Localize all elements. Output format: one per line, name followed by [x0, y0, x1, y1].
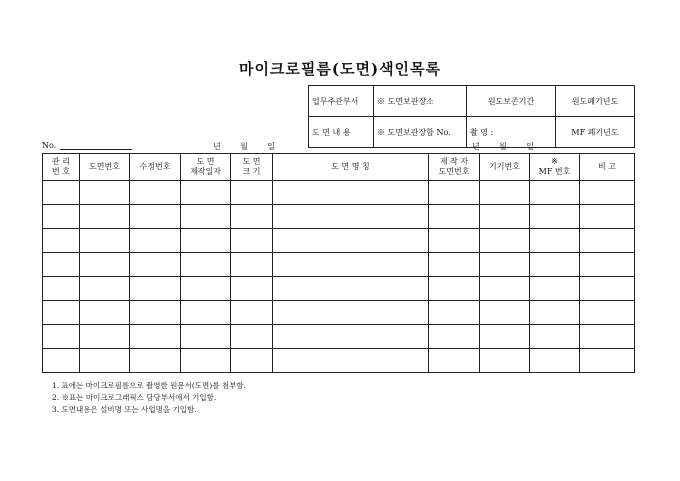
- column-header: 기기번호: [480, 154, 530, 181]
- table-row: [43, 205, 635, 229]
- table-cell[interactable]: [231, 229, 273, 253]
- column-header: 제 작 자 도면번호: [429, 154, 480, 181]
- column-header: 도 면 명 칭: [273, 154, 429, 181]
- table-cell[interactable]: [231, 253, 273, 277]
- filming-label: 촬 영 :: [467, 117, 556, 148]
- table-cell[interactable]: [580, 253, 635, 277]
- table-cell[interactable]: [429, 277, 480, 301]
- table-cell[interactable]: [273, 301, 429, 325]
- table-cell[interactable]: [530, 229, 580, 253]
- column-header: 도 면 제작일자: [181, 154, 231, 181]
- table-cell[interactable]: [273, 349, 429, 373]
- table-cell[interactable]: [231, 205, 273, 229]
- table-cell[interactable]: [80, 253, 130, 277]
- table-cell[interactable]: [130, 301, 181, 325]
- table-cell[interactable]: [80, 181, 130, 205]
- table-cell[interactable]: [429, 229, 480, 253]
- table-cell[interactable]: [43, 301, 80, 325]
- table-row: [43, 253, 635, 277]
- table-cell[interactable]: [231, 349, 273, 373]
- table-cell[interactable]: [480, 277, 530, 301]
- table-cell[interactable]: [480, 181, 530, 205]
- table-cell[interactable]: [580, 349, 635, 373]
- table-cell[interactable]: [43, 349, 80, 373]
- date-year: 년: [213, 142, 221, 151]
- table-row: [43, 181, 635, 205]
- table-cell[interactable]: [43, 277, 80, 301]
- table-cell[interactable]: [480, 301, 530, 325]
- table-cell[interactable]: [580, 205, 635, 229]
- table-cell[interactable]: [429, 301, 480, 325]
- note-3: 3. 도면내용은 설비명 또는 사업명을 기입함.: [52, 405, 197, 414]
- table-cell[interactable]: [480, 205, 530, 229]
- table-cell[interactable]: [480, 349, 530, 373]
- column-header: 도면번호: [80, 154, 130, 181]
- drawing-content-label: 도 면 내 용: [309, 117, 374, 148]
- table-cell[interactable]: [580, 301, 635, 325]
- table-cell[interactable]: [43, 229, 80, 253]
- filming-date-month: 월: [499, 142, 507, 151]
- table-cell[interactable]: [43, 325, 80, 349]
- filming-date-field: [472, 141, 534, 152]
- table-cell[interactable]: [273, 253, 429, 277]
- column-header: 수정번호: [130, 154, 181, 181]
- table-cell[interactable]: [43, 181, 80, 205]
- table-cell[interactable]: [80, 325, 130, 349]
- table-cell[interactable]: [130, 325, 181, 349]
- page-title: 마이크로필름(도면)색인목록: [238, 60, 442, 78]
- table-cell[interactable]: [273, 229, 429, 253]
- table-cell[interactable]: [429, 349, 480, 373]
- table-cell[interactable]: [231, 181, 273, 205]
- disposal-year-label: 원도폐기년도: [556, 86, 635, 117]
- table-row: [43, 301, 635, 325]
- table-cell[interactable]: [580, 277, 635, 301]
- header-row: [43, 154, 635, 181]
- table-cell[interactable]: [429, 205, 480, 229]
- table-cell[interactable]: [480, 229, 530, 253]
- table-cell[interactable]: [181, 229, 231, 253]
- table-cell[interactable]: [429, 181, 480, 205]
- table-cell[interactable]: [80, 229, 130, 253]
- table-cell[interactable]: [530, 325, 580, 349]
- column-header: 비 고: [580, 154, 635, 181]
- table-cell[interactable]: [530, 205, 580, 229]
- table-cell[interactable]: [429, 253, 480, 277]
- table-cell[interactable]: [580, 325, 635, 349]
- table-row: [43, 277, 635, 301]
- table-cell[interactable]: [181, 325, 231, 349]
- table-cell[interactable]: [181, 277, 231, 301]
- table-cell[interactable]: [80, 349, 130, 373]
- table-cell[interactable]: [273, 325, 429, 349]
- table-cell[interactable]: [80, 205, 130, 229]
- no-field: [42, 141, 132, 150]
- table-cell[interactable]: [530, 301, 580, 325]
- table-cell[interactable]: [181, 349, 231, 373]
- no-underline[interactable]: [60, 141, 132, 150]
- table-cell[interactable]: [530, 349, 580, 373]
- table-row: [43, 349, 635, 373]
- table-cell[interactable]: [43, 253, 80, 277]
- table-cell[interactable]: [130, 229, 181, 253]
- table-cell[interactable]: [130, 277, 181, 301]
- retention-label: 원도보존기간: [467, 86, 556, 117]
- table-cell[interactable]: [181, 253, 231, 277]
- column-header: ※ MF 번호: [530, 154, 580, 181]
- table-cell[interactable]: [130, 253, 181, 277]
- table-cell[interactable]: [273, 277, 429, 301]
- mf-disposal-label: MF 폐기년도: [556, 117, 635, 148]
- table-cell[interactable]: [530, 277, 580, 301]
- table-cell[interactable]: [231, 277, 273, 301]
- table-cell[interactable]: [273, 205, 429, 229]
- filming-date-day: 일: [526, 142, 534, 151]
- column-header: 도 면 크 기: [231, 154, 273, 181]
- table-cell[interactable]: [231, 325, 273, 349]
- storage-place-label: ※ 도면보관장소: [374, 86, 467, 117]
- table-cell[interactable]: [130, 205, 181, 229]
- table-cell[interactable]: [181, 181, 231, 205]
- table-cell[interactable]: [580, 229, 635, 253]
- table-cell[interactable]: [273, 181, 429, 205]
- table-cell[interactable]: [130, 349, 181, 373]
- table-cell[interactable]: [231, 301, 273, 325]
- table-cell[interactable]: [480, 253, 530, 277]
- table-cell[interactable]: [480, 325, 530, 349]
- index-table: [42, 153, 635, 373]
- table-cell[interactable]: [530, 253, 580, 277]
- table-row: [43, 229, 635, 253]
- table-cell[interactable]: [181, 205, 231, 229]
- table-cell[interactable]: [580, 181, 635, 205]
- dept-label: 업무주관부서: [309, 86, 374, 117]
- table-cell[interactable]: [80, 301, 130, 325]
- notes: [52, 380, 246, 416]
- table-cell[interactable]: [530, 181, 580, 205]
- note-2: 2. ※표는 마이크로그래픽스 담당부서에서 기입함.: [52, 393, 217, 402]
- note-1: 1. 표에는 마이크로필름으로 촬영한 원문서(도면)를 첨부함.: [52, 381, 246, 390]
- table-cell[interactable]: [181, 301, 231, 325]
- no-label: No.: [42, 141, 57, 150]
- date-field: [213, 141, 275, 152]
- date-day: 일: [267, 142, 275, 151]
- column-header: 관 리 번 호: [43, 154, 80, 181]
- table-cell[interactable]: [130, 181, 181, 205]
- storage-no-label: ※ 도면보관장함 No.: [374, 117, 467, 148]
- info-box: [308, 85, 635, 148]
- table-cell[interactable]: [43, 205, 80, 229]
- table-body: [43, 181, 635, 373]
- date-month: 월: [240, 142, 248, 151]
- table-cell[interactable]: [429, 325, 480, 349]
- table-cell[interactable]: [80, 277, 130, 301]
- filming-date-year: 년: [472, 142, 480, 151]
- table-row: [43, 325, 635, 349]
